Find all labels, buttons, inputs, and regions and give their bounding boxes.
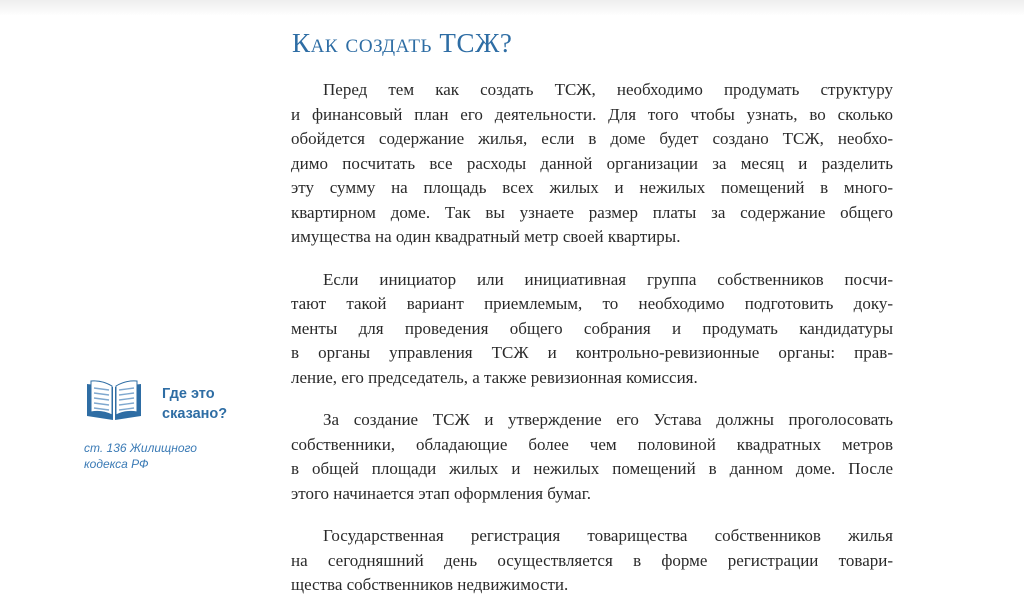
- law-reference-line: ст. 136 Жилищного: [84, 441, 197, 455]
- text-line: Если инициатор или инициативная группа собственников посчи-: [323, 269, 893, 289]
- law-reference: [84, 440, 244, 472]
- page-top-edge: [0, 0, 1024, 16]
- text-line: имущества на один квадратный метр своей квартиры.: [291, 227, 681, 246]
- text-line: и финансовый план его деятельности. Для того чтобы узнать, во сколько: [291, 104, 893, 124]
- text-line: эту сумму на площадь всех жилых и нежилых помещений в много-: [291, 178, 893, 197]
- paragraph-4: [291, 524, 893, 598]
- text-line: обойдется содержание жилья, если в доме будет создано ТСЖ, необхо-: [291, 129, 893, 148]
- text-line: димо посчитать все расходы данной организации за месяц и разделить: [291, 153, 893, 173]
- text-line: в органы управления ТСЖ и контрольно-ревизионные органы: прав-: [291, 343, 893, 362]
- text-line: квартирном доме. Так вы узнаете размер платы за содержание общего: [291, 202, 893, 222]
- paragraph-1: [291, 78, 893, 250]
- page-title: Как создать ТСЖ?: [292, 28, 513, 58]
- text-line: Перед тем как создать ТСЖ, необходимо продумать структуру: [323, 80, 893, 99]
- sidebar-heading-line: Где это: [162, 386, 215, 402]
- paragraph-3: [291, 408, 893, 506]
- text-line: менты для проведения общего собрания и продумать кандидатуры: [291, 318, 893, 338]
- text-line: щества собственников недвижимости.: [291, 575, 569, 594]
- text-line: За создание ТСЖ и утверждение его Устава должны проголосовать: [323, 410, 893, 429]
- text-line: собственники, обладающие более чем половиной квадратных метров: [291, 434, 893, 454]
- sidebar-heading-line: сказано?: [162, 406, 228, 422]
- sidebar-heading: [162, 384, 272, 424]
- open-book-icon: [84, 378, 144, 422]
- article-body: [291, 78, 893, 616]
- text-line: Государственная регистрация товарищества собственников жилья: [323, 526, 893, 545]
- text-line: на сегодняшний день осуществляется в форме регистрации товари-: [291, 550, 893, 570]
- paragraph-2: [291, 268, 893, 391]
- text-line: ление, его председатель, а также ревизионная комиссия.: [291, 367, 698, 387]
- law-reference-line: кодекса РФ: [84, 457, 149, 471]
- text-line: в общей площади жилых и нежилых помещений в данном доме. После: [291, 459, 893, 478]
- text-line: тают такой вариант приемлемым, то необходимо подготовить доку-: [291, 294, 893, 313]
- text-line: этого начинается этап оформления бумаг.: [291, 483, 592, 503]
